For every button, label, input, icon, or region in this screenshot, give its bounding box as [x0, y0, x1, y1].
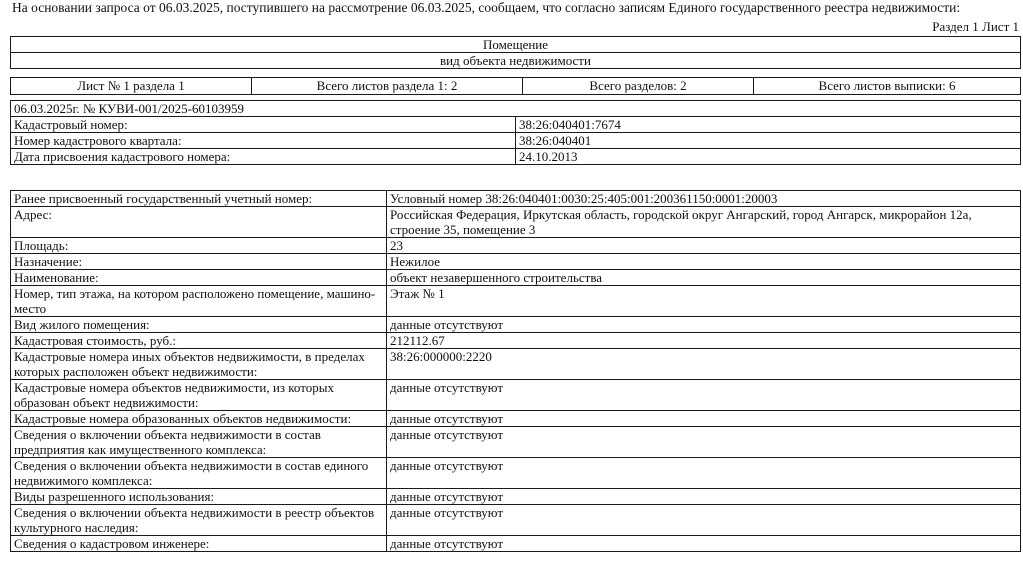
table-row — [11, 380, 1021, 411]
table-row — [11, 489, 1021, 505]
table-row — [11, 270, 1021, 286]
row-label: Кадастровый номер: — [11, 117, 516, 133]
row-value: Условный номер 38:26:040401:0030:25:405:001:200361150:0001:20003 — [387, 191, 1021, 207]
cadastral-table — [10, 100, 1021, 165]
table-row — [11, 458, 1021, 489]
table-row — [11, 333, 1021, 349]
row-label: Сведения о включении объекта недвижимости в реестр объектов культурного наследия: — [11, 505, 387, 536]
object-type: Помещение — [11, 37, 1021, 53]
row-value: 212112.67 — [387, 333, 1021, 349]
extract-id: 06.03.2025г. № КУВИ-001/2025-60103959 — [11, 101, 1021, 117]
row-label: Назначение: — [11, 254, 387, 270]
row-label: Ранее присвоенный государственный учетный номер: — [11, 191, 387, 207]
extract-sheets-total: Всего листов выписки: 6 — [754, 78, 1021, 95]
row-value: 38:26:000000:2220 — [387, 349, 1021, 380]
row-value: данные отсутствуют — [387, 427, 1021, 458]
row-label: Кадастровая стоимость, руб.: — [11, 333, 387, 349]
sheets-table — [10, 77, 1021, 95]
row-value: данные отсутствуют — [387, 380, 1021, 411]
row-label: Сведения о включении объекта недвижимости в состав предприятия как имущественного комплекса: — [11, 427, 387, 458]
row-value: Этаж № 1 — [387, 286, 1021, 317]
row-value: 38:26:040401:7674 — [516, 117, 1021, 133]
row-label: Дата присвоения кадастрового номера: — [11, 149, 516, 165]
sections-total: Всего разделов: 2 — [523, 78, 754, 95]
object-type-table — [10, 36, 1021, 69]
row-value: 23 — [387, 238, 1021, 254]
row-label: Вид жилого помещения: — [11, 317, 387, 333]
row-label: Наименование: — [11, 270, 387, 286]
table-row — [11, 149, 1021, 165]
row-label: Виды разрешенного использования: — [11, 489, 387, 505]
row-label: Номер кадастрового квартала: — [11, 133, 516, 149]
table-row — [11, 238, 1021, 254]
row-value: объект незавершенного строительства — [387, 270, 1021, 286]
table-row — [11, 254, 1021, 270]
table-row — [11, 505, 1021, 536]
row-value: Нежилое — [387, 254, 1021, 270]
row-label: Кадастровые номера иных объектов недвижимости, в пределах которых расположен объект недвижимости: — [11, 349, 387, 380]
row-label: Сведения о включении объекта недвижимости в состав единого недвижимого комплекса: — [11, 458, 387, 489]
table-row — [11, 286, 1021, 317]
row-label: Площадь: — [11, 238, 387, 254]
section-sheets-total: Всего листов раздела 1: 2 — [252, 78, 523, 95]
row-label: Номер, тип этажа, на котором расположено помещение, машино-место — [11, 286, 387, 317]
row-label: Кадастровые номера образованных объектов недвижимости: — [11, 411, 387, 427]
table-row — [11, 411, 1021, 427]
row-value: данные отсутствуют — [387, 411, 1021, 427]
table-row — [11, 191, 1021, 207]
row-value: данные отсутствуют — [387, 536, 1021, 552]
table-row — [11, 427, 1021, 458]
row-label: Кадастровые номера объектов недвижимости, из которых образован объект недвижимости: — [11, 380, 387, 411]
object-type-caption: вид объекта недвижимости — [11, 53, 1021, 69]
row-value: данные отсутствуют — [387, 489, 1021, 505]
details-table — [10, 190, 1021, 552]
table-row — [11, 536, 1021, 552]
table-row — [11, 117, 1021, 133]
table-row — [11, 207, 1021, 238]
table-row — [11, 317, 1021, 333]
row-label: Адрес: — [11, 207, 387, 238]
row-value: данные отсутствуют — [387, 317, 1021, 333]
row-value: Российская Федерация, Иркутская область, городской округ Ангарский, город Ангарск, микрорайон 12а, строение 35, помещение 3 — [387, 207, 1021, 238]
row-value: данные отсутствуют — [387, 458, 1021, 489]
intro-text: На основании запроса от 06.03.2025, поступившего на рассмотрение 06.03.2025, сообщаем, что согласно записям Единого государственного реестра недвижимости: — [12, 0, 961, 15]
page-reference: Раздел 1 Лист 1 — [932, 19, 1019, 34]
row-value: 38:26:040401 — [516, 133, 1021, 149]
sheet-number: Лист № 1 раздела 1 — [11, 78, 252, 95]
row-value: данные отсутствуют — [387, 505, 1021, 536]
table-row — [11, 349, 1021, 380]
row-value: 24.10.2013 — [516, 149, 1021, 165]
table-row — [11, 133, 1021, 149]
row-label: Сведения о кадастровом инженере: — [11, 536, 387, 552]
